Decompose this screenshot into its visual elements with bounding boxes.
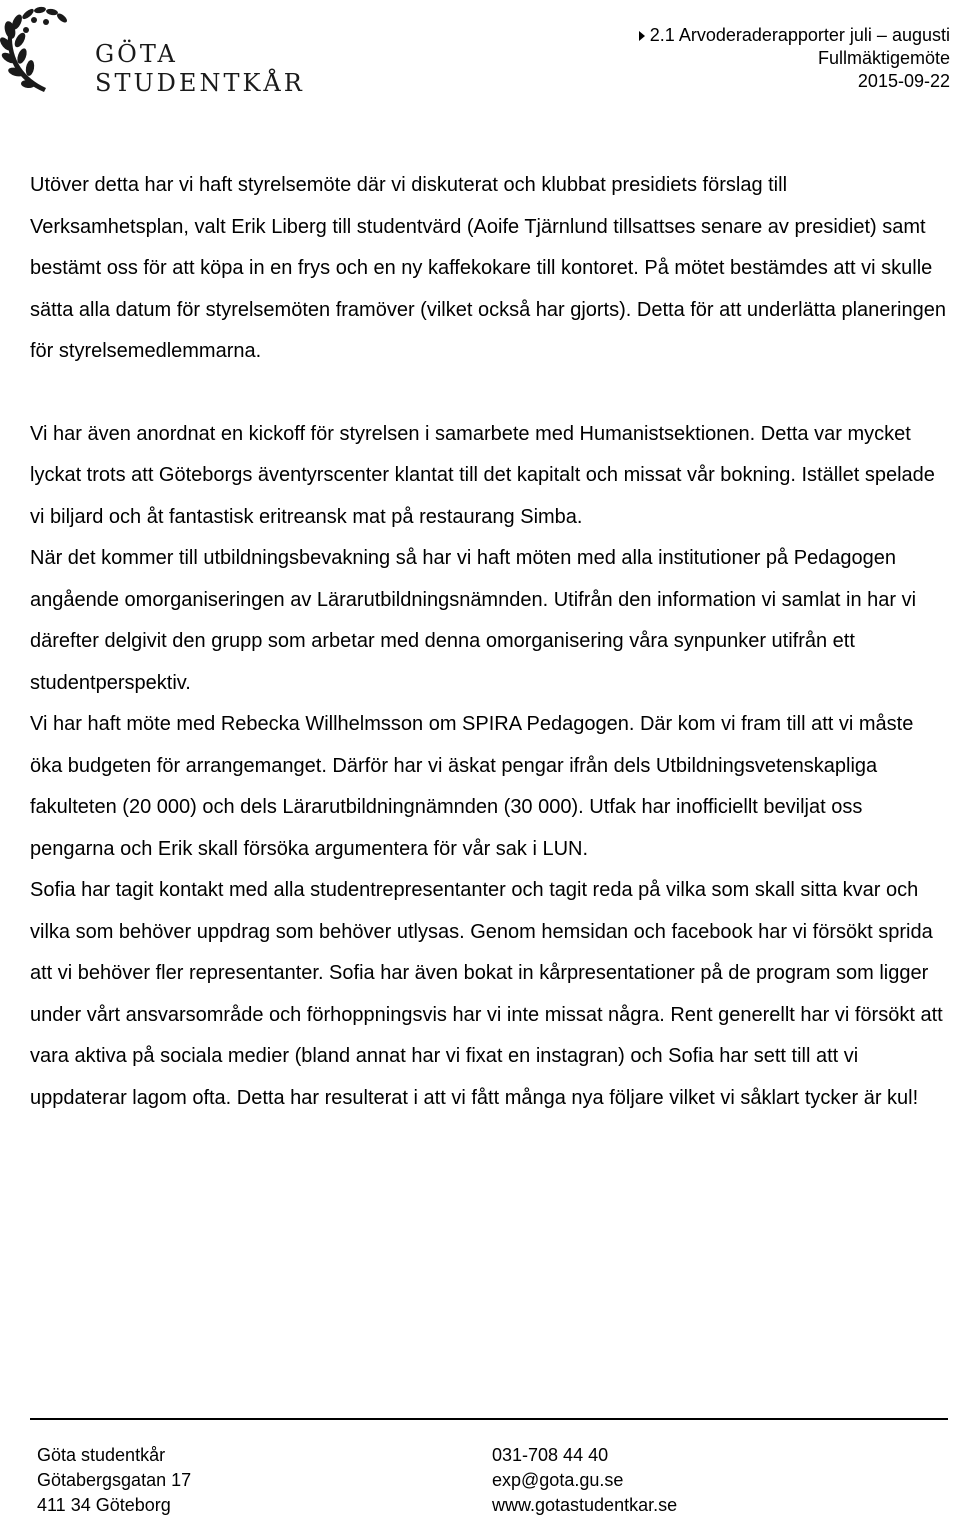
report-body xyxy=(30,165,948,1119)
paragraph-gap xyxy=(30,373,948,414)
paragraph-representatives: Sofia har tagit kontakt med alla studentrepresentanter och tagit reda på vilka som skall sitta kvar och vilka som behöver uppdrag som behöver utlysas. Genom hemsidan och facebook har vi försökt sprida att vi behöver fler representanter. Sofia har även bokat in kårpresentationer på de program som ligger under vårt ansvarsområde och förhoppningsvis har vi inte missat några. Rent generellt har vi försökt att vara aktiva på sociala medier (bland annat har vi fixat en instagran) och Sofia har sett till att vi uppdaterar lagom ofta. Detta har resulterat i att vi fått många nya följare vilket vi såklart tycker är kul! xyxy=(30,879,943,1109)
document-title: 2.1 Arvoderaderapporter juli – augusti xyxy=(649,25,950,45)
meeting-date: 2015-09-22 xyxy=(857,71,950,91)
footer-postal: 411 34 Göteborg xyxy=(37,1495,171,1515)
footer-address xyxy=(37,1443,191,1518)
footer-website: www.gotastudentkar.se xyxy=(492,1495,678,1515)
footer-email: exp@gota.gu.se xyxy=(492,1470,624,1490)
logo xyxy=(0,0,305,105)
footer-divider xyxy=(30,1418,948,1420)
footer-contact xyxy=(492,1443,677,1518)
meeting-name: Fullmäktigemöte xyxy=(817,48,950,68)
document-header xyxy=(639,24,950,93)
footer-street: Götabergsgatan 17 xyxy=(37,1470,192,1490)
footer-phone: 031-708 44 40 xyxy=(492,1445,609,1465)
paragraph-education-monitoring: När det kommer till utbildningsbevakning så har vi haft möten med alla institutioner på Pedagogen angående omorganiseringen av Lärarutbildningsnämnden. Utifrån den information vi samlat in har vi därefter delgivit den grupp som arbetar med denna omorganisering våra synpunker utifrån ett studentperspektiv. xyxy=(30,547,917,694)
paragraph-kickoff: Vi har även anordnat en kickoff för styrelsen i samarbete med Humanistsektionen. Detta var mycket lyckat trots att Göteborgs äventyrscenter klantat till det kapitalt och missat vår bokning. Istället spelade vi biljard och åt fantastisk eritreansk mat på restaurang Simba. xyxy=(30,422,935,528)
logo-text-studentkar: STUDENTKÅR xyxy=(95,69,305,97)
logo-text-gota: GÖTA xyxy=(95,40,178,68)
paragraph-board-meeting: Utöver detta har vi haft styrelsemöte där vi diskuterat och klubbat presidiets förslag till Verksamhetsplan, valt Erik Liberg till studentvärd (Aoife Tjärnlund tillsattses senare av presidiet) samt bestämt oss för att köpa in en frys och en ny kaffekokare till kontoret. På mötet bestämdes att vi skulle sätta alla datum för styrelsemöten framöver (vilket också har gjorts). Detta för att underlätta planeringen för styrelsemedlemmarna. xyxy=(30,174,946,362)
triangle-marker-icon xyxy=(639,31,645,41)
paragraph-spira: Vi har haft möte med Rebecka Willhelmsson om SPIRA Pedagogen. Där kom vi fram till att vi måste öka budgeten för arrangemanget. Därför har vi äskat pengar ifrån dels Utbildningsvetenskapliga fakulteten (20 000) och dels Lärarutbildningnämnden (30 000). Utfak har inofficiellt beviljat oss pengarna och Erik skall försöka argumentera för vår sak i LUN. xyxy=(30,713,914,860)
laurel-wreath-icon xyxy=(0,0,90,100)
footer-org-name: Göta studentkår xyxy=(37,1445,166,1465)
